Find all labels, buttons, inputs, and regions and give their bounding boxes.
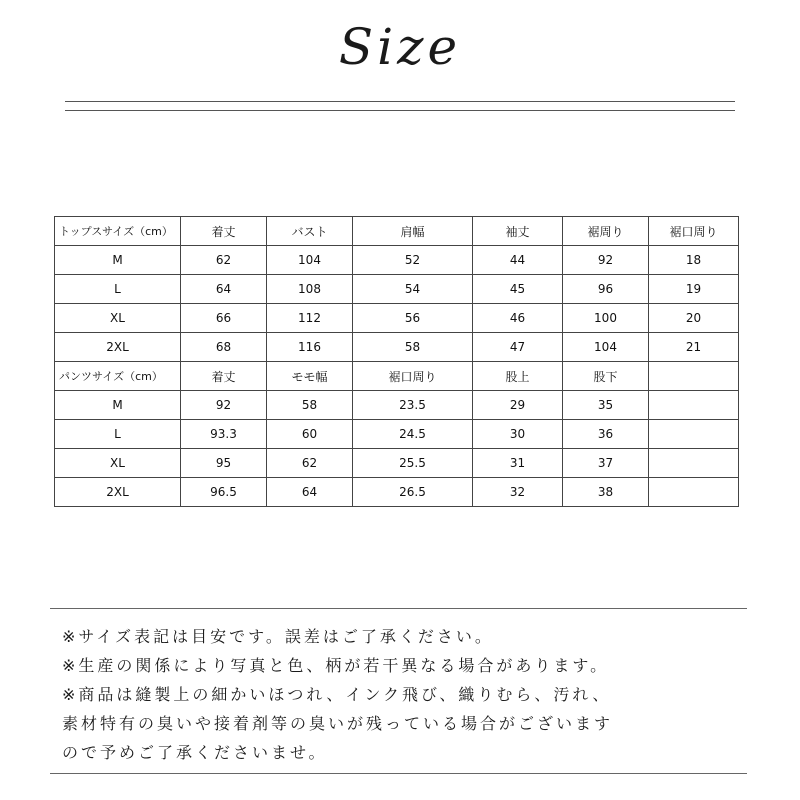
table-cell: 58 <box>267 391 353 420</box>
table-cell: 18 <box>649 246 739 275</box>
table-cell <box>649 449 739 478</box>
pants-header-row <box>55 362 739 391</box>
table-cell: 104 <box>267 246 353 275</box>
table-cell: 60 <box>267 420 353 449</box>
table-cell: 96.5 <box>181 478 267 507</box>
table-cell: 24.5 <box>353 420 473 449</box>
pants-row <box>55 391 739 420</box>
column-header: バスト <box>267 217 353 246</box>
size-label: L <box>55 420 181 449</box>
column-header <box>649 362 739 391</box>
table-cell: 52 <box>353 246 473 275</box>
column-header: 裾口周り <box>649 217 739 246</box>
note-line: ※生産の関係により写真と色、柄が若干異なる場合があります。 <box>62 656 610 675</box>
table-cell: 56 <box>353 304 473 333</box>
tops-header-row <box>55 217 739 246</box>
tops-row <box>55 304 739 333</box>
title-divider-bottom <box>65 110 735 111</box>
note-line: ので予めご了承くださいませ。 <box>62 743 328 762</box>
table-cell: 19 <box>649 275 739 304</box>
table-cell: 116 <box>267 333 353 362</box>
table-cell: 62 <box>181 246 267 275</box>
table-cell: 38 <box>563 478 649 507</box>
table-cell: 23.5 <box>353 391 473 420</box>
tops-row <box>55 246 739 275</box>
table-cell: 92 <box>563 246 649 275</box>
tops-row <box>55 275 739 304</box>
size-table <box>54 216 739 507</box>
tops-row <box>55 333 739 362</box>
note-line: ※サイズ表記は目安です。誤差はご了承ください。 <box>62 627 494 646</box>
table-cell: 20 <box>649 304 739 333</box>
table-cell: 45 <box>473 275 563 304</box>
table-cell: 46 <box>473 304 563 333</box>
note-line: ※商品は縫製上の細かいほつれ、インク飛び、織りむら、汚れ、 <box>62 685 612 704</box>
size-table-body <box>55 217 739 507</box>
notes-divider-top <box>50 608 747 609</box>
table-cell: 64 <box>181 275 267 304</box>
size-label: XL <box>55 449 181 478</box>
table-cell: 96 <box>563 275 649 304</box>
column-header: 着丈 <box>181 362 267 391</box>
table-cell: 30 <box>473 420 563 449</box>
table-cell: 31 <box>473 449 563 478</box>
table-cell: 104 <box>563 333 649 362</box>
notes-section <box>62 622 752 767</box>
column-header: 袖丈 <box>473 217 563 246</box>
column-header: モモ幅 <box>267 362 353 391</box>
table-cell: 25.5 <box>353 449 473 478</box>
table-cell: 21 <box>649 333 739 362</box>
table-cell: 108 <box>267 275 353 304</box>
table-cell: 37 <box>563 449 649 478</box>
table-cell: 93.3 <box>181 420 267 449</box>
column-header: 股下 <box>563 362 649 391</box>
column-header: 裾周り <box>563 217 649 246</box>
table-cell: 64 <box>267 478 353 507</box>
table-cell <box>649 478 739 507</box>
table-cell <box>649 391 739 420</box>
pants-row <box>55 478 739 507</box>
table-cell: 29 <box>473 391 563 420</box>
table-cell: 112 <box>267 304 353 333</box>
title-divider-top <box>65 101 735 102</box>
section-label: トップスサイズ（cm） <box>55 217 181 246</box>
table-cell <box>649 420 739 449</box>
table-cell: 95 <box>181 449 267 478</box>
table-cell: 35 <box>563 391 649 420</box>
table-cell: 44 <box>473 246 563 275</box>
page-title: Size <box>338 18 462 76</box>
column-header: 着丈 <box>181 217 267 246</box>
size-label: M <box>55 246 181 275</box>
table-cell: 92 <box>181 391 267 420</box>
size-label: M <box>55 391 181 420</box>
size-label: 2XL <box>55 478 181 507</box>
table-cell: 54 <box>353 275 473 304</box>
note-line: 素材特有の臭いや接着剤等の臭いが残っている場合がございます <box>62 714 614 733</box>
section-label: パンツサイズ（cm） <box>55 362 181 391</box>
notes-divider-bottom <box>50 773 747 774</box>
pants-row <box>55 449 739 478</box>
table-cell: 66 <box>181 304 267 333</box>
table-cell: 58 <box>353 333 473 362</box>
pants-row <box>55 420 739 449</box>
table-cell: 36 <box>563 420 649 449</box>
table-cell: 100 <box>563 304 649 333</box>
table-cell: 32 <box>473 478 563 507</box>
column-header: 裾口周り <box>353 362 473 391</box>
table-cell: 62 <box>267 449 353 478</box>
column-header: 肩幅 <box>353 217 473 246</box>
table-cell: 47 <box>473 333 563 362</box>
size-label: XL <box>55 304 181 333</box>
size-label: L <box>55 275 181 304</box>
table-cell: 68 <box>181 333 267 362</box>
size-label: 2XL <box>55 333 181 362</box>
table-cell: 26.5 <box>353 478 473 507</box>
column-header: 股上 <box>473 362 563 391</box>
